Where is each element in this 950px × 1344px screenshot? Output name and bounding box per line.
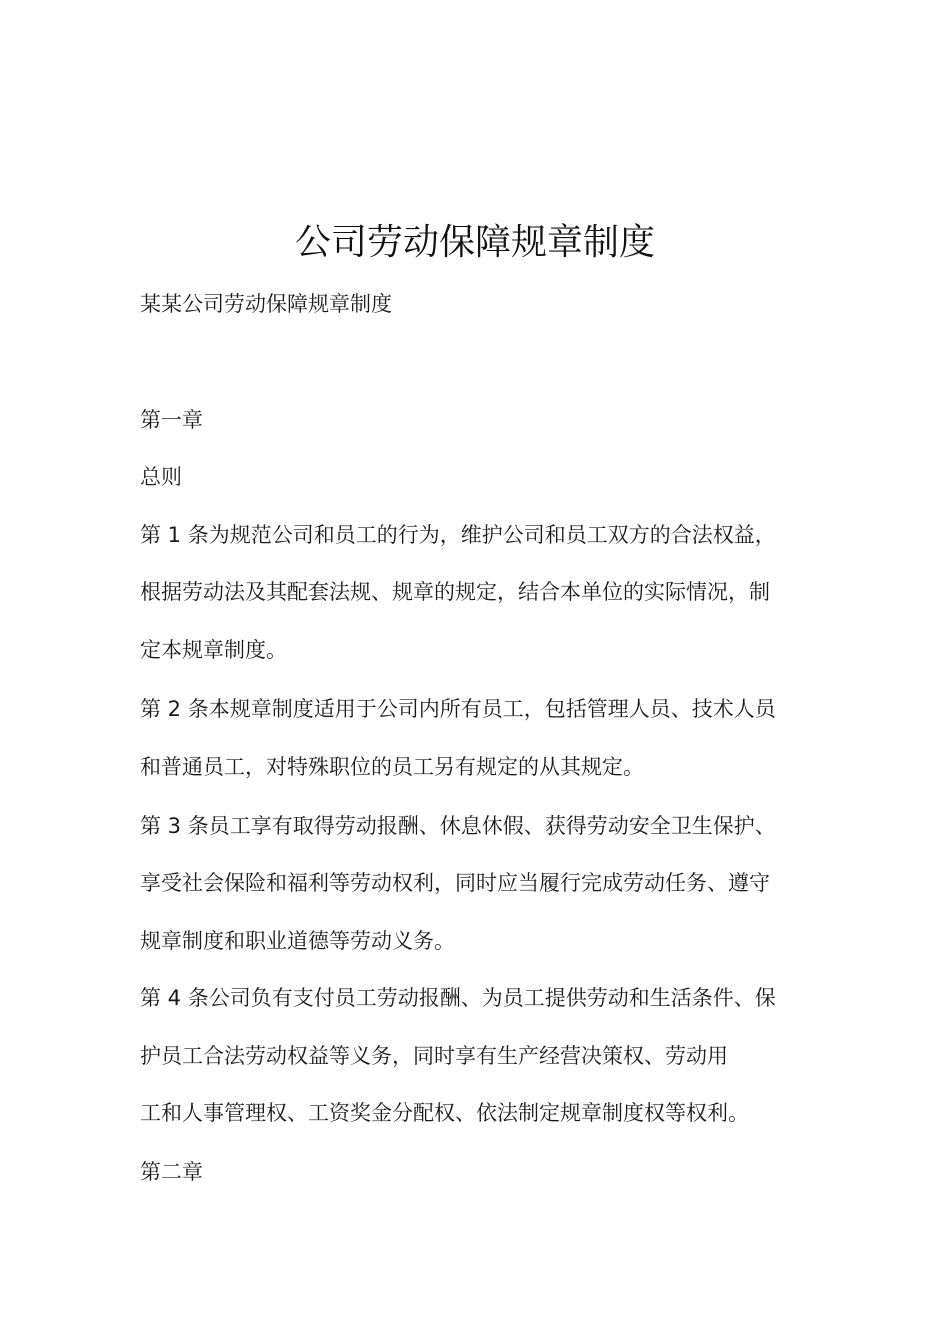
- chapter-name: 总则: [140, 465, 182, 489]
- document-subtitle: 某某公司劳动保障规章制度: [140, 292, 392, 316]
- article-2-line: 第 2 条本规章制度适用于公司内所有员工，包括管理人员、技术人员: [140, 697, 776, 721]
- article-4-line: 工和人事管理权、工资奖金分配权、依法制定规章制度权等权利。: [140, 1101, 749, 1125]
- article-1-line: 第 1 条为规范公司和员工的行为，维护公司和员工双方的合法权益，: [140, 523, 776, 547]
- article-1-line: 根据劳动法及其配套法规、规章的规定，结合本单位的实际情况，制: [140, 580, 770, 604]
- article-1-line: 定本规章制度。: [140, 638, 287, 662]
- article-4-line: 第 4 条公司负有支付员工劳动报酬、为员工提供劳动和生活条件、保: [140, 986, 776, 1010]
- chapter-heading: 第二章: [140, 1160, 203, 1184]
- article-3-line: 规章制度和职业道德等劳动义务。: [140, 929, 455, 953]
- article-3-line: 第 3 条员工享有取得劳动报酬、休息休假、获得劳动安全卫生保护、: [140, 814, 776, 838]
- document-title: 公司劳动保障规章制度: [294, 222, 655, 263]
- article-2-line: 和普通员工，对特殊职位的员工另有规定的从其规定。: [140, 755, 644, 779]
- article-4-line: 护员工合法劳动权益等义务，同时享有生产经营决策权、劳动用: [140, 1044, 728, 1068]
- article-3-line: 享受社会保险和福利等劳动权利，同时应当履行完成劳动任务、遵守: [140, 871, 770, 895]
- chapter-heading: 第一章: [140, 408, 203, 432]
